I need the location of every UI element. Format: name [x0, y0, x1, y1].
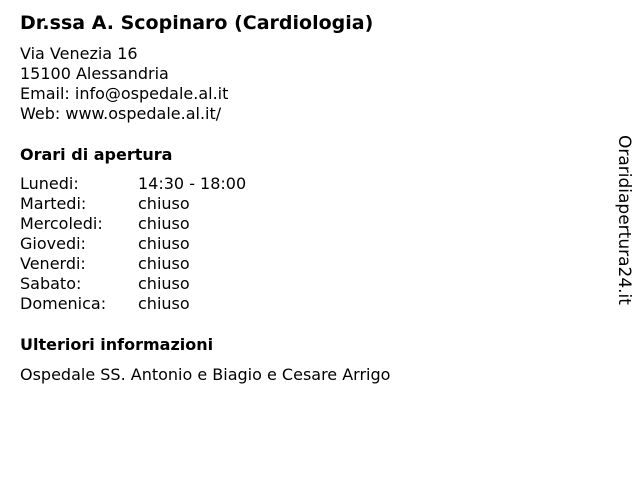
hours-day: Martedi:	[20, 194, 87, 213]
hours-row-sunday	[20, 294, 246, 314]
hours-row-thursday	[20, 234, 246, 254]
hours-row-friday	[20, 254, 246, 274]
web-line: Web: www.ospedale.al.it/	[20, 104, 222, 123]
hours-time: chiuso	[138, 274, 190, 293]
hours-time: chiuso	[138, 214, 190, 233]
hours-day: Sabato:	[20, 274, 82, 293]
hours-row-wednesday	[20, 214, 246, 234]
hours-time: 14:30 - 18:00	[138, 174, 247, 193]
more-info-heading: Ulteriori informazioni	[20, 335, 214, 354]
site-watermark: Oraridiapertura24.it	[614, 135, 634, 305]
hours-row-saturday	[20, 274, 246, 294]
page-title: Dr.ssa A. Scopinaro (Cardiologia)	[20, 12, 374, 34]
more-info-text: Ospedale SS. Antonio e Biagio e Cesare Arrigo	[20, 365, 391, 384]
hours-row-monday	[20, 174, 246, 194]
hours-day: Lunedi:	[20, 174, 79, 193]
hours-row-tuesday	[20, 194, 246, 214]
street-address: Via Venezia 16	[20, 44, 138, 63]
hours-day: Venerdi:	[20, 254, 86, 273]
hours-time: chiuso	[138, 194, 190, 213]
hours-time: chiuso	[138, 234, 190, 253]
city-address: 15100 Alessandria	[20, 64, 169, 83]
opening-hours-list	[20, 174, 246, 314]
hours-day: Mercoledi:	[20, 214, 103, 233]
email-line: Email: info@ospedale.al.it	[20, 84, 229, 103]
hours-day: Giovedi:	[20, 234, 86, 253]
hours-day: Domenica:	[20, 294, 107, 313]
hours-time: chiuso	[138, 294, 190, 313]
hours-time: chiuso	[138, 254, 190, 273]
address-block	[20, 44, 228, 124]
opening-hours-heading: Orari di apertura	[20, 145, 173, 164]
